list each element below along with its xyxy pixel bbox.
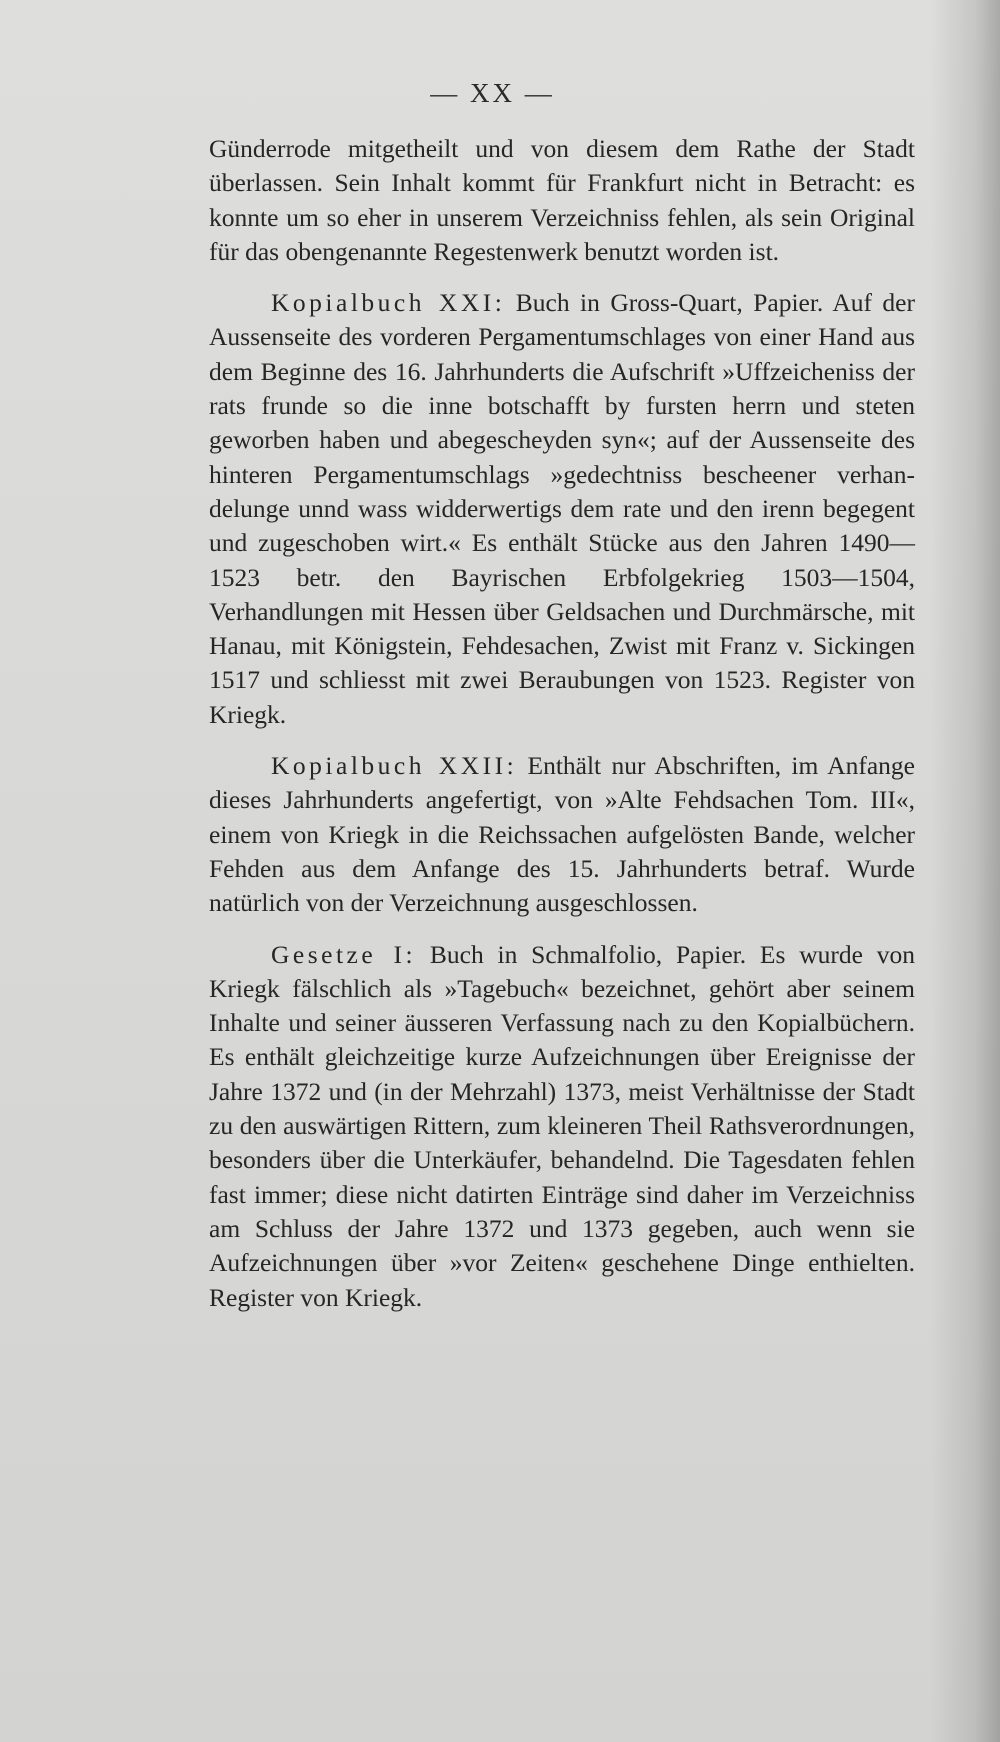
paragraph-text: Günderrode mitgetheilt und von diesem dem Rathe der Stadt überlassen. Sein Inhalt kommt für Frankfurt nicht in Betracht: es konnte um so eher in unserem Verzeichniss fehlen, als sein Original für das obengenannte Regestenwerk benutzt worden ist.	[209, 134, 915, 266]
body-text	[209, 132, 915, 1332]
page-number: — XX —	[430, 78, 555, 108]
paragraph-1	[209, 132, 915, 269]
section-lead: Kopialbuch XXI:	[271, 288, 506, 318]
paragraph-kopialbuch-xxii	[209, 749, 915, 920]
section-lead: Kopialbuch XXII:	[271, 751, 518, 781]
paragraph-text: Buch in Schmalfolio, Papier. Es wurde von Kriegk fälschlich als »Tagebuch« bezeichnet, gehört aber seinem Inhalte und seiner äusseren Verfassung nach zu den Kopialbüchern. Es enthält gleichzeitige kurze Aufzeichnungen über Ereignisse der Jahre 1372 und (in der Mehrzahl) 1373, meist Verhältnisse der Stadt zu den auswärtigen Rittern, zum kleineren Theil Rathsverordnungen, besonders über die Unterkäufer, behandelnd. Die Tagesdaten fehlen fast immer; diese nicht datirten Einträge sind daher im Verzeichniss am Schluss der Jahre 1372 und 1373 gegeben, auch wenn sie Aufzeichnungen über »vor Zeiten« geschehene Dinge enthielten. Register von Kriegk.	[209, 939, 915, 1312]
section-lead: Gesetze I:	[271, 939, 417, 969]
paragraph-gesetze-i	[209, 938, 915, 1315]
paragraph-kopialbuch-xxi	[209, 286, 915, 732]
paragraph-text: Buch in Gross-Quart, Papier. Auf der Aussenseite des vorderen Pergamentumschlages von einer Hand aus dem Beginne des 16. Jahrhunderts die Aufschrift »Uffzeicheniss der rats frunde so die inne botschafft by fursten herrn und steten geworben haben und abegescheyden syn«; auf der Aussenseite des hinteren Pergamentumschlags »gedechtniss bescheener verhandelunge unnd wass widderwertigs dem rate und den irenn begegent und zugeschoben wirt.« Es enthält Stücke aus den Jahren 1490—1523 betr. den Bayrischen Erbfolgekrieg 1503—1504, Verhandlungen mit Hessen über Geldsachen und Durchmärsche, mit Hanau, mit Königstein, Fehdesachen, Zwist mit Franz v. Sickingen 1517 und schliesst mit zwei Beraubungen von 1523. Register von Kriegk.	[209, 288, 915, 729]
paragraph-text: Enthält nur Abschriften, im Anfange dieses Jahrhunderts angefertigt, von »Alte Fehdsachen Tom. III«, einem von Kriegk in die Reichssachen aufgelösten Bande, welcher Fehden aus dem Anfange des 15. Jahrhunderts betraf. Wurde natürlich von der Verzeichnung ausgeschlossen.	[209, 751, 916, 918]
